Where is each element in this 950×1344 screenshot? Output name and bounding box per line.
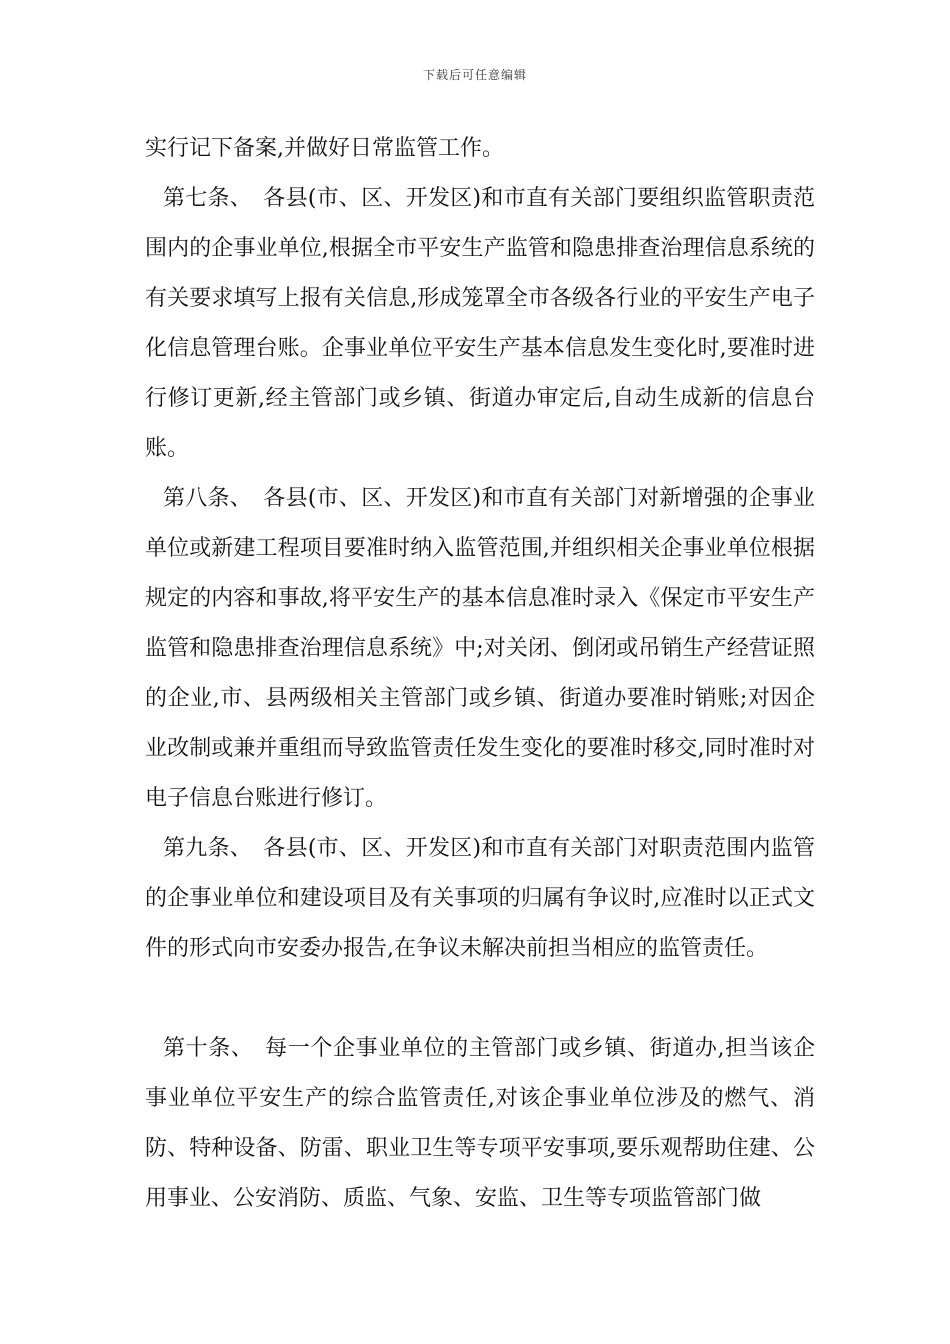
paragraph-article-9: 第九条、 各县(市、区、开发区)和市直有关部门对职责范围内监管的企事业单位和建设项目及有关事项的归属有争议时,应准时以正式文件的形式向市安委办报告,在争议未解决前担当相应的监管责任。 [145, 836, 815, 961]
paragraph-continuation: 实行记下备案,并做好日常监管工作。 [145, 136, 504, 161]
paragraph-article-8: 第八条、 各县(市、区、开发区)和市直有关部门对新增强的企事业单位或新建工程项目要准时纳入监管范围,并组织相关企事业单位根据规定的内容和事故,将平安生产的基本信息准时录入《保定市平安生产监管和隐患排查治理信息系统》中;对关闭、倒闭或吊销生产经营证照的企业,市、县两级相关主管部门或乡镇、街道办要准时销账;对因企业改制或兼并重组而导致监管责任发生变化的要准时移交,同时准时对电子信息台账进行修订。 [145, 486, 815, 811]
paragraph-article-7: 第七条、 各县(市、区、开发区)和市直有关部门要组织监管职责范围内的企事业单位,根据全市平安生产监管和隐患排查治理信息系统的有关要求填写上报有关信息,形成笼罩全市各级各行业的平安生产电子化信息管理台账。企事业单位平安生产基本信息发生变化时,要准时进行修订更新,经主管部门或乡镇、街道办审定后,自动生成新的信息台账。 [145, 186, 815, 461]
page-header: 下载后可任意编辑 [422, 68, 527, 82]
document-body [145, 124, 815, 1224]
paragraph-article-10: 第十条、 每一个企事业单位的主管部门或乡镇、街道办,担当该企事业单位平安生产的综合监管责任,对该企事业单位涉及的燃气、消防、特种设备、防雷、职业卫生等专项平安事项,要乐观帮助住建、公用事业、公安消防、质监、气象、安监、卫生等专项监管部门做 [145, 1036, 815, 1211]
